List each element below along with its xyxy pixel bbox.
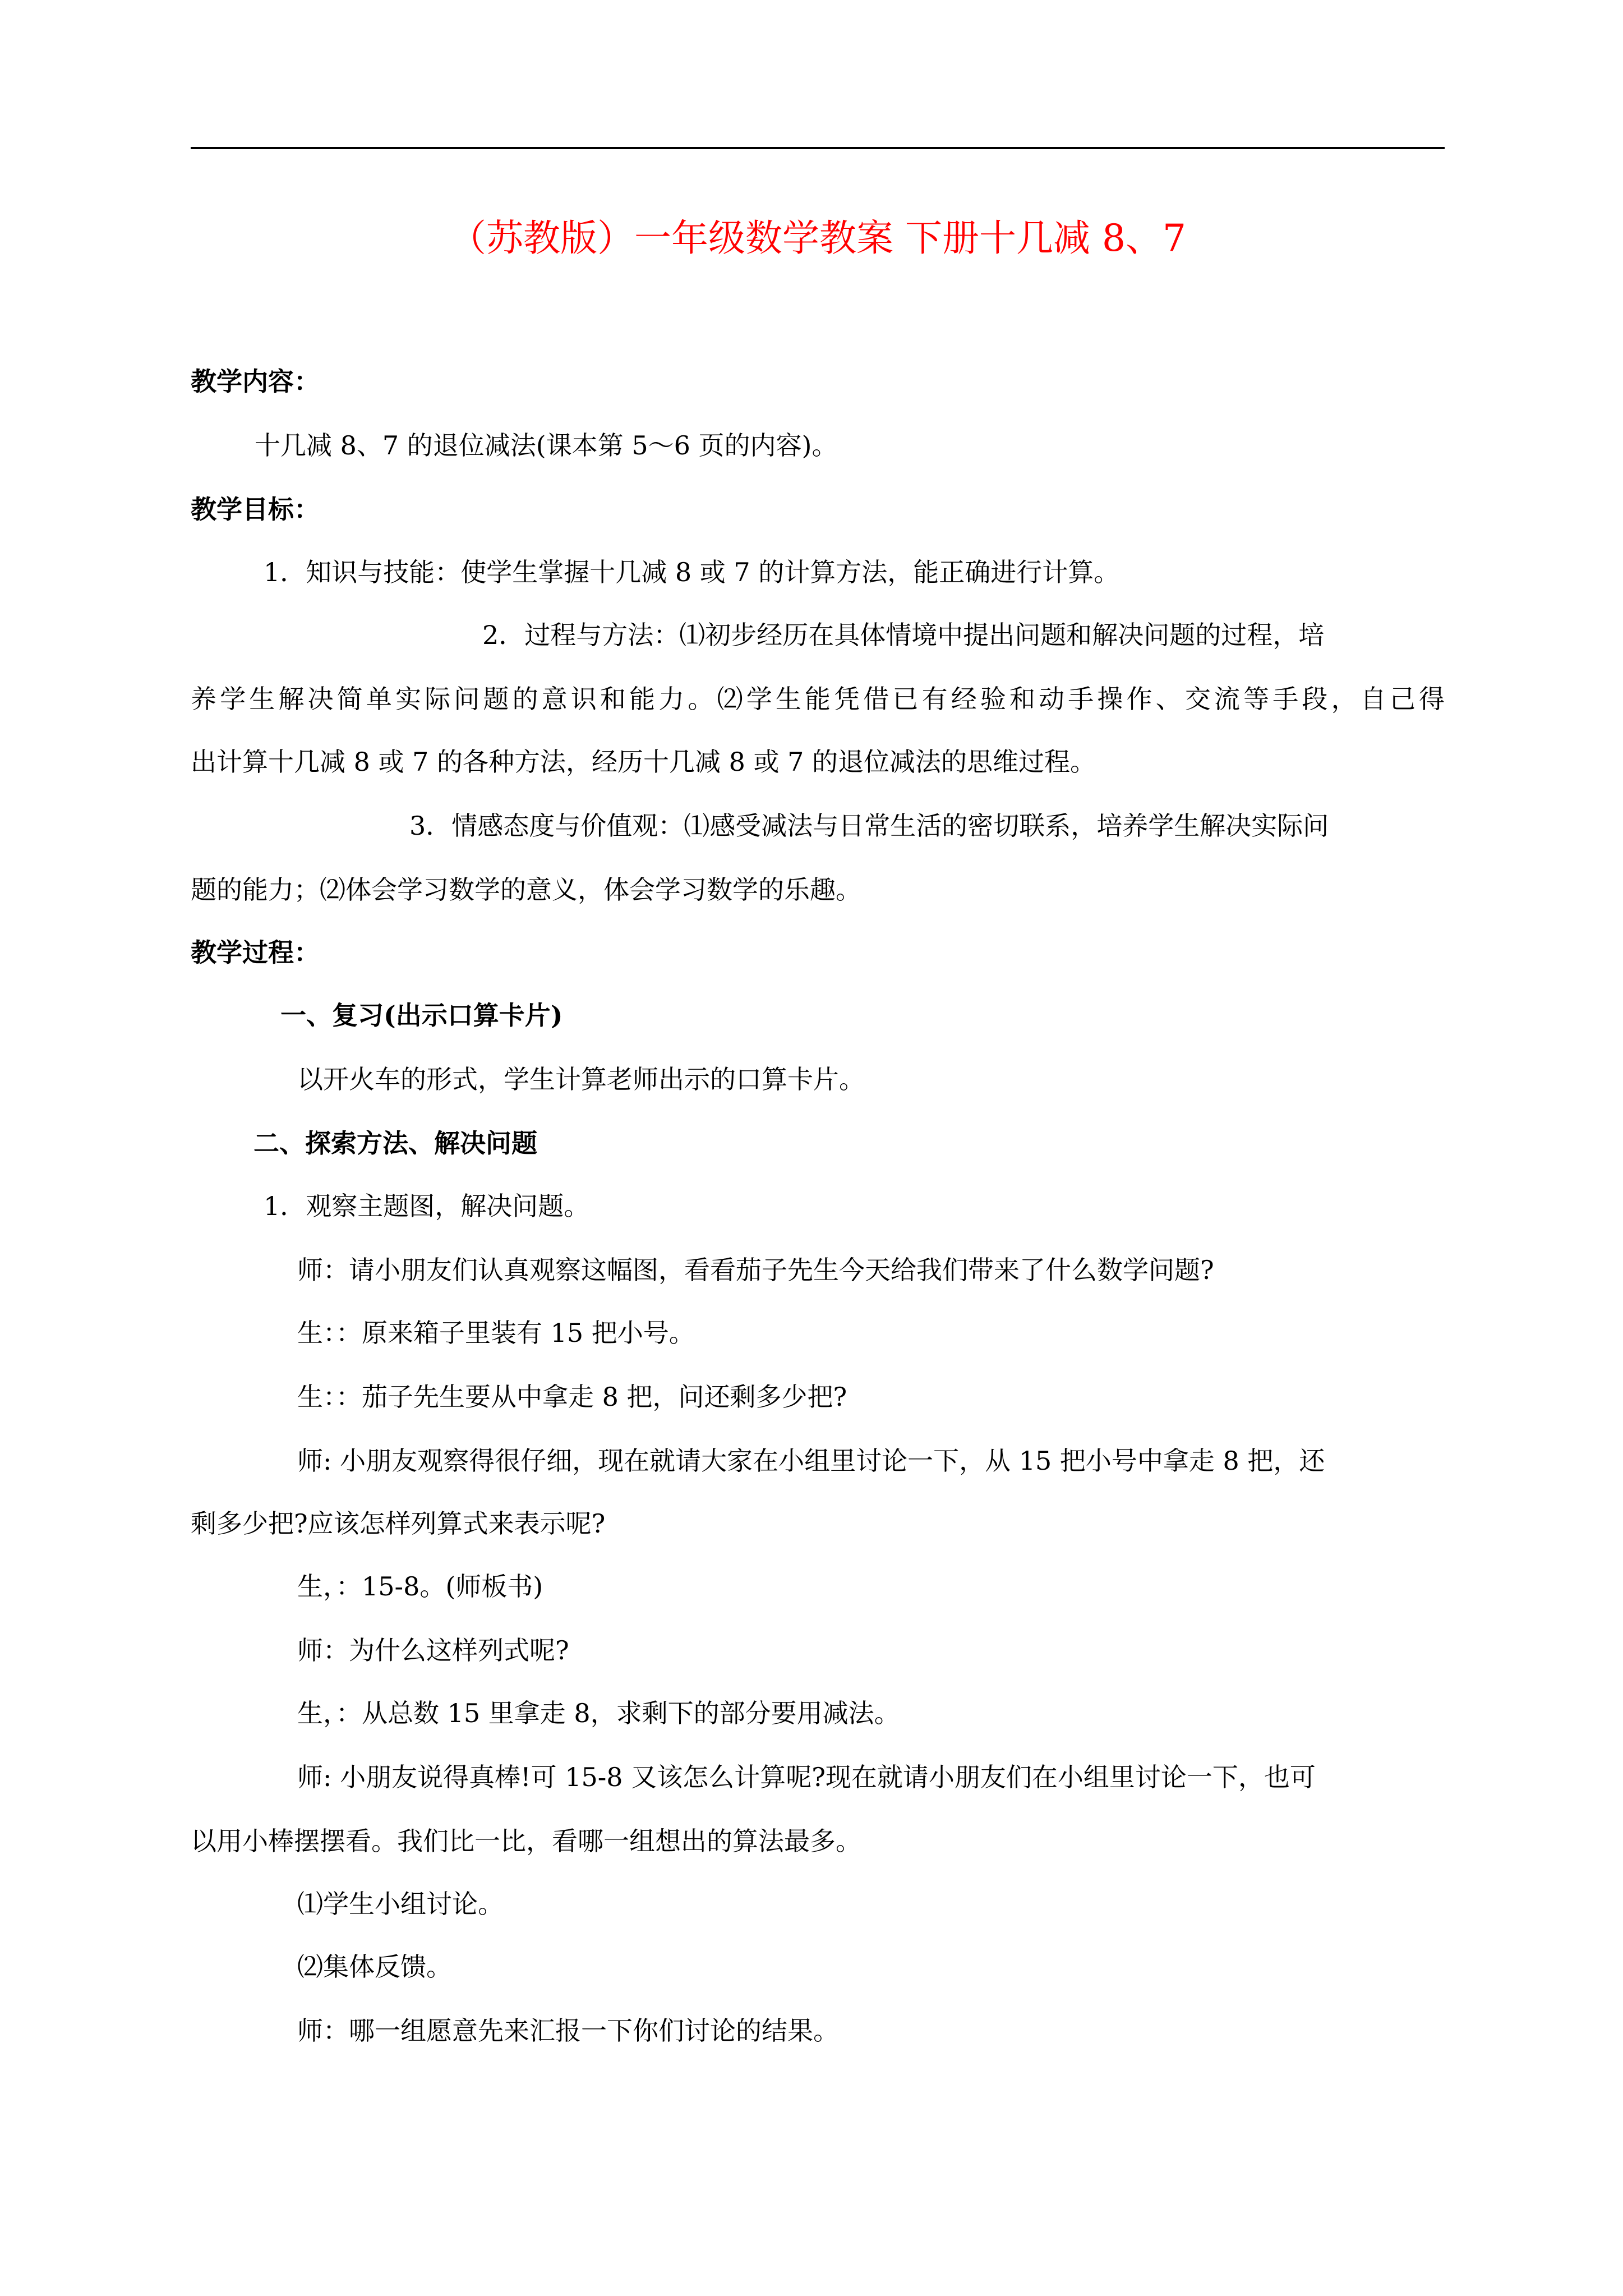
part-2-heading: 二、探索方法、解决问题 [253, 1128, 537, 1158]
goal-3-line-2: 题的能力；⑵体会学习数学的意义，体会学习数学的乐趣。 [191, 875, 861, 905]
part-1-heading: 一、复习(出示口算卡片) [280, 1000, 563, 1030]
section-heading-goals: 教学目标： [191, 494, 320, 524]
goal-1: 1．知识与技能：使学生掌握十几减 8 或 7 的计算方法，能正确进行计算。 [264, 557, 1120, 587]
dialog-teacher-2-line-1: 师: 小朋友观察得很仔细，现在就请大家在小组里讨论一下，从 15 把小号中拿走 8 把，还 [297, 1446, 1325, 1476]
dialog-student-2: 生：：茄子先生要从中拿走 8 把，问还剩多少把? [297, 1382, 847, 1412]
dialog-teacher-2-line-2: 剩多少把?应该怎样列算式来表示呢? [191, 1508, 606, 1539]
step-1: 1．观察主题图，解决问题。 [264, 1191, 590, 1221]
dialog-teacher-1: 师：请小朋友们认真观察这幅图，看看茄子先生今天给我们带来了什么数学问题? [297, 1255, 1214, 1285]
list-item-2: ⑵集体反馈。 [297, 1952, 452, 1982]
header-rule [191, 147, 1445, 149]
goal-2-line-1: 2．过程与方法：⑴初步经历在具体情境中提出问题和解决问题的过程，培 [482, 620, 1325, 650]
goal-2-line-2: 养学生解决简单实际问题的意识和能力。⑵学生能凭借已有经验和动手操作、交流等手段，自己得 [191, 684, 1445, 714]
content-text: 十几减 8、7 的退位减法(课本第 5～6 页的内容)。 [255, 430, 838, 461]
section-heading-process: 教学过程： [191, 937, 320, 968]
goal-3-line-1: 3．情感态度与价值观：⑴感受减法与日常生活的密切联系，培养学生解决实际问 [409, 811, 1329, 841]
dialog-student-4: 生，：从总数 15 里拿走 8，求剩下的部分要用减法。 [297, 1698, 900, 1728]
section-heading-content: 教学内容： [191, 366, 320, 397]
part-1-text: 以开火车的形式，学生计算老师出示的口算卡片。 [297, 1064, 865, 1094]
dialog-teacher-3: 师：为什么这样列式呢? [297, 1635, 569, 1665]
dialog-student-1: 生：：原来箱子里装有 15 把小号。 [297, 1318, 695, 1348]
dialog-teacher-4-line-1: 师: 小朋友说得真棒!可 15-8 又该怎么计算呢?现在就请小朋友们在小组里讨论一下，也可 [297, 1762, 1316, 1792]
goal-2-line-3: 出计算十几减 8 或 7 的各种方法，经历十几减 8 或 7 的退位减法的思维过程。 [191, 747, 1096, 777]
list-item-1: ⑴学生小组讨论。 [297, 1889, 504, 1919]
dialog-student-3: 生，：15-8。(师板书) [297, 1571, 543, 1602]
dialog-teacher-5: 师：哪一组愿意先来汇报一下你们讨论的结果。 [297, 2016, 839, 2046]
document-title: （苏教版）一年级数学教案 下册十几减 8、7 [449, 217, 1186, 260]
dialog-teacher-4-line-2: 以用小棒摆摆看。我们比一比，看哪一组想出的算法最多。 [191, 1826, 861, 1856]
